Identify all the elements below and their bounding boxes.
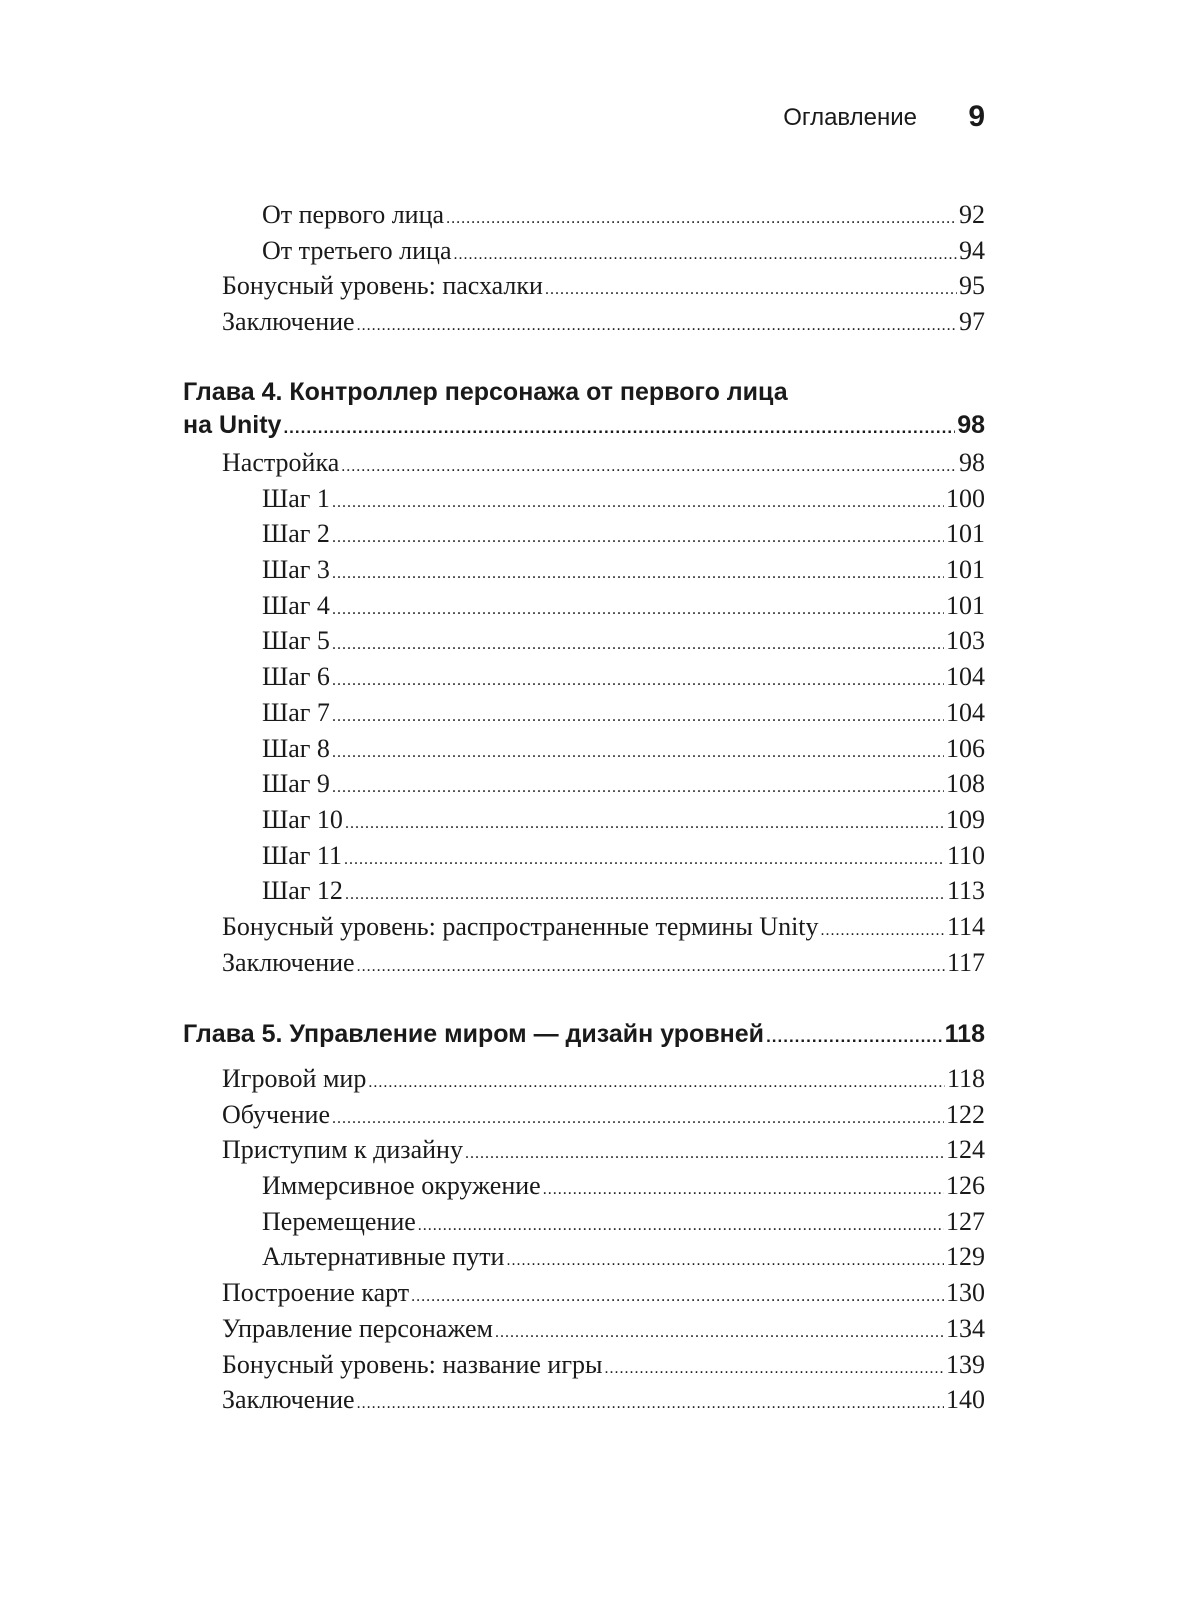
toc-entry[interactable] <box>0 1278 985 1314</box>
entry-label: Шаг 4 <box>262 590 330 620</box>
entry-page: 129 <box>946 1242 985 1272</box>
entry-label: Альтернативные пути <box>262 1242 505 1272</box>
entry-label: Шаг 1 <box>262 483 330 513</box>
entry-page: 110 <box>946 840 985 870</box>
dot-leader <box>357 317 957 335</box>
toc-entry[interactable] <box>0 1242 985 1278</box>
toc-entry[interactable] <box>0 591 985 627</box>
dot-leader <box>344 851 945 869</box>
entry-page: 101 <box>946 590 985 620</box>
toc-entry[interactable] <box>0 1171 985 1207</box>
toc-entry[interactable] <box>0 626 985 662</box>
running-header-title: Оглавление <box>783 104 917 131</box>
entry-label: Заключение <box>222 1385 355 1415</box>
entry-page: 109 <box>946 804 985 834</box>
entry-page: 118 <box>946 1064 985 1093</box>
dot-leader <box>368 1074 945 1092</box>
dot-leader <box>332 744 944 762</box>
toc-chapter-5 <box>0 1020 985 1421</box>
dot-leader <box>411 1288 944 1306</box>
entry-page: 95 <box>959 271 985 301</box>
entry-page: 140 <box>946 1385 985 1415</box>
entry-label: Обучение <box>222 1099 330 1129</box>
entry-label: Шаг 5 <box>262 626 330 656</box>
dot-leader <box>453 246 957 264</box>
entry-page: 97 <box>959 307 985 337</box>
entry-label: Приступим к дизайну <box>222 1135 463 1165</box>
entry-label: От третьего лица <box>262 235 452 265</box>
toc-top-section <box>0 200 985 343</box>
entry-page: 126 <box>946 1171 985 1201</box>
entry-page: 100 <box>946 483 985 513</box>
toc-entry[interactable] <box>0 1350 985 1386</box>
entry-page: 139 <box>946 1349 985 1379</box>
page-number: 9 <box>968 100 985 133</box>
dot-leader <box>332 529 944 547</box>
toc-entry[interactable] <box>0 1385 985 1421</box>
toc-entry[interactable] <box>0 912 985 948</box>
toc-entry[interactable] <box>0 662 985 698</box>
entry-label: От первого лица <box>262 200 445 229</box>
chapter-page: 118 <box>944 1020 985 1048</box>
entry-page: 94 <box>959 235 985 265</box>
dot-leader <box>495 1324 944 1342</box>
toc-entry[interactable] <box>0 484 985 520</box>
toc-chapter-4 <box>0 374 985 983</box>
entry-label: Бонусный уровень: название игры <box>222 1349 603 1379</box>
entry-page: 127 <box>946 1206 985 1236</box>
dot-leader <box>357 958 945 976</box>
dot-leader <box>821 922 945 940</box>
entry-page: 101 <box>946 519 985 549</box>
toc-entry[interactable] <box>0 519 985 555</box>
dot-leader <box>766 1027 943 1047</box>
entry-page: 98 <box>959 448 985 477</box>
entry-label: Перемещение <box>262 1206 416 1236</box>
toc-entry[interactable] <box>0 1207 985 1243</box>
dot-leader <box>604 1360 944 1378</box>
toc-entry[interactable] <box>0 200 985 236</box>
dot-leader <box>283 418 955 438</box>
toc-entry[interactable] <box>0 448 985 484</box>
entry-page: 113 <box>946 876 985 906</box>
entry-label: Шаг 12 <box>262 876 343 906</box>
dot-leader <box>332 565 944 583</box>
entry-page: 92 <box>959 200 985 229</box>
entry-label: Шаг 7 <box>262 697 330 727</box>
dot-leader <box>332 636 944 654</box>
chapter-title-cont: на Unity <box>183 411 282 439</box>
entry-label: Шаг 6 <box>262 662 330 692</box>
dot-leader <box>332 494 944 512</box>
dot-leader <box>332 779 944 797</box>
chapter-title: Глава 4. Контроллер персонажа от первого лица <box>183 378 788 406</box>
entry-page: 117 <box>946 947 985 977</box>
dot-leader <box>332 1110 944 1128</box>
entry-label: Бонусный уровень: распространенные термины Unity <box>222 911 819 941</box>
toc-chapter-entry[interactable] <box>0 411 985 448</box>
entry-label: Шаг 8 <box>262 733 330 763</box>
entry-page: 122 <box>946 1099 985 1129</box>
entry-label: Заключение <box>222 947 355 977</box>
entry-label: Иммерсивное окружение <box>262 1171 541 1201</box>
entry-label: Шаг 11 <box>262 840 342 870</box>
toc-entry[interactable] <box>0 1064 985 1100</box>
toc-entry[interactable] <box>0 698 985 734</box>
entry-label: Шаг 3 <box>262 555 330 585</box>
dot-leader <box>332 708 944 726</box>
entry-page: 104 <box>946 697 985 727</box>
dot-leader <box>543 1181 944 1199</box>
dot-leader <box>545 281 957 299</box>
entry-page: 106 <box>946 733 985 763</box>
dot-leader <box>465 1145 944 1163</box>
toc-entry[interactable] <box>0 876 985 912</box>
toc-entry[interactable] <box>0 769 985 805</box>
toc-entry[interactable] <box>0 948 985 984</box>
entry-label: Настройка <box>222 448 340 477</box>
entry-label: Управление персонажем <box>222 1313 493 1343</box>
toc-entry[interactable] <box>0 1135 985 1171</box>
entry-label: Построение карт <box>222 1278 410 1308</box>
dot-leader <box>357 1395 944 1413</box>
dot-leader <box>345 815 944 833</box>
toc-entry[interactable] <box>0 1314 985 1350</box>
toc-entry[interactable] <box>0 555 985 591</box>
toc-entry[interactable] <box>0 1100 985 1136</box>
entry-label: Шаг 9 <box>262 769 330 799</box>
dot-leader <box>418 1217 944 1235</box>
toc-entry[interactable] <box>0 271 985 307</box>
dot-leader <box>341 458 957 476</box>
entry-page: 103 <box>946 626 985 656</box>
toc-entry[interactable] <box>0 805 985 841</box>
entry-label: Заключение <box>222 307 355 337</box>
toc-entry[interactable] <box>0 841 985 877</box>
entry-page: 101 <box>946 555 985 585</box>
dot-leader <box>345 886 945 904</box>
entry-page: 104 <box>946 662 985 692</box>
toc-entry[interactable] <box>0 236 985 272</box>
chapter-title: Глава 5. Управление миром — дизайн уровней <box>183 1020 765 1048</box>
running-header <box>0 100 985 140</box>
entry-page: 124 <box>946 1135 985 1165</box>
dot-leader <box>332 601 944 619</box>
entry-page: 108 <box>946 769 985 799</box>
entry-label: Бонусный уровень: пасхалки <box>222 271 543 301</box>
dot-leader <box>506 1252 944 1270</box>
dot-leader <box>446 210 957 228</box>
chapter-page: 98 <box>957 411 985 439</box>
entry-label: Игровой мир <box>222 1064 367 1093</box>
entry-page: 134 <box>946 1313 985 1343</box>
entry-page: 130 <box>946 1278 985 1308</box>
toc-chapter-entry[interactable] <box>0 1020 985 1057</box>
entry-label: Шаг 10 <box>262 804 343 834</box>
entry-page: 114 <box>946 911 985 941</box>
entry-label: Шаг 2 <box>262 519 330 549</box>
dot-leader <box>332 672 944 690</box>
toc-entry[interactable] <box>0 307 985 343</box>
toc-entry[interactable] <box>0 734 985 770</box>
